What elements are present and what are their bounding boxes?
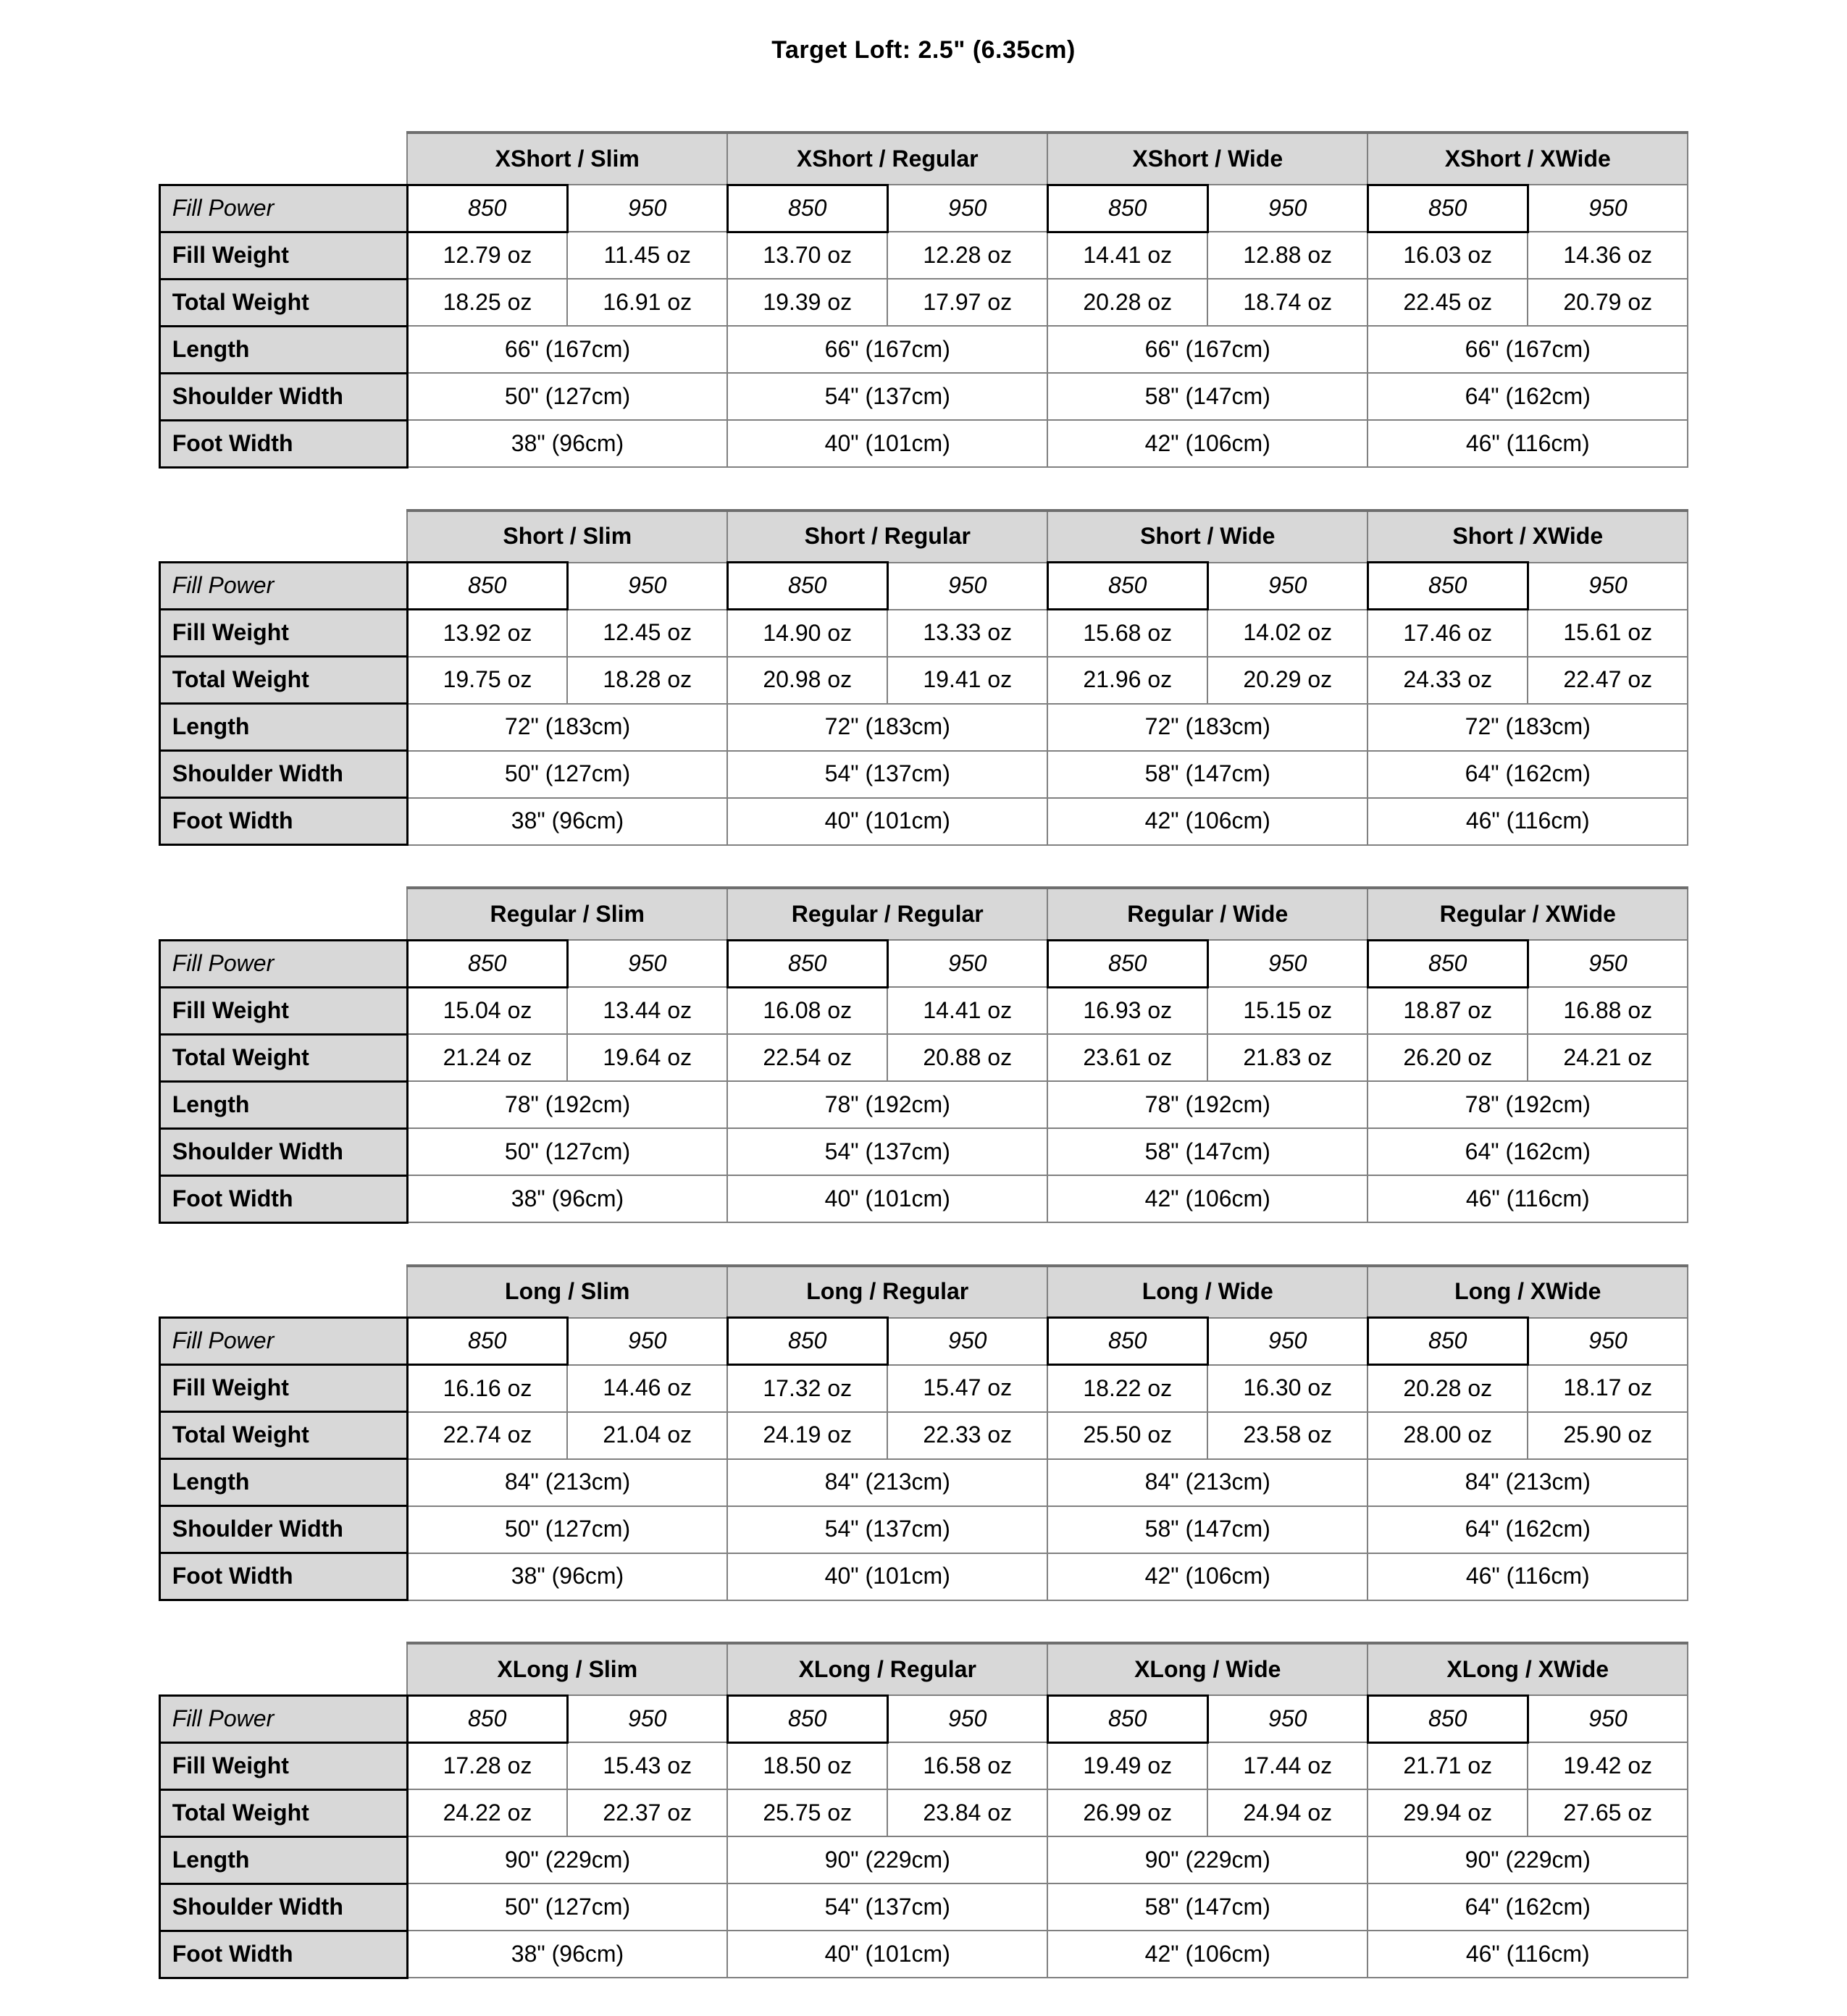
cell-foot-width: 40" (101cm) (727, 420, 1047, 467)
cell-fill-power: 950 (567, 940, 727, 987)
cell-shoulder-width: 54" (137cm) (727, 1883, 1047, 1931)
row-label-shoulder-width: Shoulder Width (159, 1506, 407, 1553)
cell-fill-weight: 15.68 oz (1047, 610, 1207, 657)
cell-length: 66" (167cm) (1368, 326, 1688, 373)
cell-length: 72" (183cm) (727, 704, 1047, 751)
cell-fill-power: 950 (567, 563, 727, 610)
cell-total-weight: 21.24 oz (407, 1034, 567, 1081)
cell-fill-weight: 17.32 oz (727, 1365, 887, 1412)
cell-fill-power: 850 (1368, 1318, 1528, 1365)
cell-foot-width: 42" (106cm) (1047, 420, 1368, 467)
cell-length: 78" (192cm) (407, 1081, 727, 1128)
cell-length: 78" (192cm) (727, 1081, 1047, 1128)
cell-fill-power: 950 (1528, 1695, 1688, 1742)
column-header-long-regular: Long / Regular (727, 1266, 1047, 1318)
row-fill-power (159, 185, 1688, 232)
header-row (159, 511, 1688, 563)
cell-fill-weight: 16.08 oz (727, 987, 887, 1034)
row-fill-power (159, 1318, 1688, 1365)
cell-total-weight: 18.25 oz (407, 279, 567, 326)
row-foot-width (159, 798, 1688, 845)
column-header-xshort-regular: XShort / Regular (727, 133, 1047, 185)
cell-fill-weight: 21.71 oz (1368, 1742, 1528, 1789)
size-tables-container (0, 131, 1847, 1979)
cell-shoulder-width: 50" (127cm) (407, 751, 727, 798)
column-header-short-xwide: Short / XWide (1368, 511, 1688, 563)
cell-fill-power: 950 (1207, 1695, 1368, 1742)
cell-total-weight: 24.21 oz (1528, 1034, 1688, 1081)
cell-length: 72" (183cm) (407, 704, 727, 751)
cell-total-weight: 17.97 oz (887, 279, 1047, 326)
header-row (159, 1643, 1688, 1695)
row-fill-weight (159, 1742, 1688, 1789)
column-header-long-wide: Long / Wide (1047, 1266, 1368, 1318)
row-total-weight (159, 1034, 1688, 1081)
cell-fill-weight: 18.50 oz (727, 1742, 887, 1789)
size-table-short (159, 509, 1689, 847)
cell-total-weight: 22.37 oz (567, 1789, 727, 1836)
cell-shoulder-width: 64" (162cm) (1368, 751, 1688, 798)
cell-fill-weight: 13.44 oz (567, 987, 727, 1034)
cell-total-weight: 20.29 oz (1207, 657, 1368, 704)
cell-total-weight: 24.94 oz (1207, 1789, 1368, 1836)
header-row (159, 133, 1688, 185)
cell-length: 72" (183cm) (1047, 704, 1368, 751)
cell-fill-power: 850 (407, 940, 567, 987)
row-total-weight (159, 279, 1688, 326)
row-label-fill-weight: Fill Weight (159, 987, 407, 1034)
cell-foot-width: 46" (116cm) (1368, 1175, 1688, 1222)
corner-cell (159, 1266, 407, 1318)
cell-fill-weight: 12.28 oz (887, 232, 1047, 279)
cell-foot-width: 40" (101cm) (727, 1175, 1047, 1222)
row-label-shoulder-width: Shoulder Width (159, 1883, 407, 1931)
row-label-length: Length (159, 1836, 407, 1883)
cell-fill-power: 850 (1368, 185, 1528, 232)
cell-fill-weight: 15.47 oz (887, 1365, 1047, 1412)
cell-total-weight: 25.90 oz (1528, 1412, 1688, 1459)
column-header-xshort-xwide: XShort / XWide (1368, 133, 1688, 185)
column-header-xshort-slim: XShort / Slim (407, 133, 727, 185)
cell-total-weight: 24.22 oz (407, 1789, 567, 1836)
row-shoulder-width (159, 1883, 1688, 1931)
row-foot-width (159, 1931, 1688, 1978)
cell-fill-power: 850 (1047, 1695, 1207, 1742)
cell-shoulder-width: 58" (147cm) (1047, 1506, 1368, 1553)
row-fill-weight (159, 610, 1688, 657)
cell-total-weight: 19.75 oz (407, 657, 567, 704)
cell-fill-power: 850 (1368, 940, 1528, 987)
cell-fill-power: 850 (727, 185, 887, 232)
row-label-total-weight: Total Weight (159, 279, 407, 326)
corner-cell (159, 888, 407, 940)
cell-fill-weight: 15.43 oz (567, 1742, 727, 1789)
cell-foot-width: 38" (96cm) (407, 1931, 727, 1978)
row-foot-width (159, 420, 1688, 467)
cell-length: 84" (213cm) (1047, 1459, 1368, 1506)
row-label-length: Length (159, 1459, 407, 1506)
cell-fill-weight: 16.03 oz (1368, 232, 1528, 279)
cell-fill-weight: 17.44 oz (1207, 1742, 1368, 1789)
row-shoulder-width (159, 1506, 1688, 1553)
cell-total-weight: 19.39 oz (727, 279, 887, 326)
cell-total-weight: 18.28 oz (567, 657, 727, 704)
column-header-short-slim: Short / Slim (407, 511, 727, 563)
cell-fill-power: 950 (567, 185, 727, 232)
cell-fill-power: 850 (1047, 185, 1207, 232)
corner-cell (159, 1643, 407, 1695)
row-length (159, 1459, 1688, 1506)
cell-fill-power: 850 (407, 563, 567, 610)
cell-shoulder-width: 58" (147cm) (1047, 373, 1368, 420)
cell-fill-power: 950 (1528, 185, 1688, 232)
column-header-long-xwide: Long / XWide (1368, 1266, 1688, 1318)
cell-fill-weight: 19.49 oz (1047, 1742, 1207, 1789)
row-shoulder-width (159, 373, 1688, 420)
cell-fill-weight: 14.41 oz (1047, 232, 1207, 279)
cell-total-weight: 25.50 oz (1047, 1412, 1207, 1459)
cell-fill-power: 950 (887, 1318, 1047, 1365)
cell-shoulder-width: 58" (147cm) (1047, 1883, 1368, 1931)
cell-foot-width: 42" (106cm) (1047, 1175, 1368, 1222)
cell-total-weight: 20.98 oz (727, 657, 887, 704)
cell-fill-weight: 14.02 oz (1207, 610, 1368, 657)
cell-foot-width: 38" (96cm) (407, 798, 727, 845)
cell-fill-power: 850 (1047, 1318, 1207, 1365)
row-length (159, 1836, 1688, 1883)
row-label-length: Length (159, 326, 407, 373)
cell-fill-power: 850 (727, 563, 887, 610)
row-length (159, 326, 1688, 373)
column-header-xlong-wide: XLong / Wide (1047, 1643, 1368, 1695)
cell-total-weight: 20.88 oz (887, 1034, 1047, 1081)
cell-shoulder-width: 64" (162cm) (1368, 1883, 1688, 1931)
cell-fill-power: 850 (1368, 563, 1528, 610)
cell-fill-weight: 18.87 oz (1368, 987, 1528, 1034)
row-fill-power (159, 1695, 1688, 1742)
cell-fill-weight: 16.93 oz (1047, 987, 1207, 1034)
cell-foot-width: 40" (101cm) (727, 798, 1047, 845)
row-label-foot-width: Foot Width (159, 1175, 407, 1222)
cell-fill-power: 950 (567, 1695, 727, 1742)
cell-fill-power: 850 (407, 1695, 567, 1742)
cell-fill-power: 950 (1528, 940, 1688, 987)
cell-fill-weight: 12.45 oz (567, 610, 727, 657)
cell-shoulder-width: 54" (137cm) (727, 373, 1047, 420)
cell-fill-weight: 13.70 oz (727, 232, 887, 279)
row-length (159, 1081, 1688, 1128)
cell-total-weight: 26.20 oz (1368, 1034, 1528, 1081)
row-foot-width (159, 1175, 1688, 1222)
row-label-length: Length (159, 1081, 407, 1128)
cell-fill-power: 850 (407, 1318, 567, 1365)
cell-fill-weight: 13.33 oz (887, 610, 1047, 657)
cell-fill-power: 950 (1207, 940, 1368, 987)
row-fill-power (159, 940, 1688, 987)
cell-total-weight: 28.00 oz (1368, 1412, 1528, 1459)
cell-fill-power: 950 (1207, 185, 1368, 232)
cell-fill-weight: 16.88 oz (1528, 987, 1688, 1034)
row-fill-weight (159, 232, 1688, 279)
row-label-shoulder-width: Shoulder Width (159, 373, 407, 420)
row-label-fill-weight: Fill Weight (159, 1742, 407, 1789)
row-total-weight (159, 657, 1688, 704)
cell-foot-width: 38" (96cm) (407, 1553, 727, 1600)
cell-length: 78" (192cm) (1047, 1081, 1368, 1128)
cell-total-weight: 22.74 oz (407, 1412, 567, 1459)
cell-fill-power: 850 (727, 1695, 887, 1742)
cell-total-weight: 24.19 oz (727, 1412, 887, 1459)
cell-length: 90" (229cm) (727, 1836, 1047, 1883)
cell-fill-weight: 17.28 oz (407, 1742, 567, 1789)
cell-total-weight: 23.84 oz (887, 1789, 1047, 1836)
cell-fill-weight: 15.15 oz (1207, 987, 1368, 1034)
cell-length: 90" (229cm) (1047, 1836, 1368, 1883)
cell-fill-power: 950 (887, 185, 1047, 232)
header-row (159, 1266, 1688, 1318)
page-title: Target Loft: 2.5" (6.35cm) (771, 36, 1076, 64)
cell-fill-power: 850 (1047, 940, 1207, 987)
cell-shoulder-width: 54" (137cm) (727, 1506, 1047, 1553)
cell-fill-weight: 14.36 oz (1528, 232, 1688, 279)
cell-foot-width: 42" (106cm) (1047, 798, 1368, 845)
cell-fill-power: 850 (727, 940, 887, 987)
cell-fill-power: 850 (1368, 1695, 1528, 1742)
cell-fill-power: 950 (887, 940, 1047, 987)
cell-foot-width: 42" (106cm) (1047, 1931, 1368, 1978)
row-fill-power (159, 563, 1688, 610)
cell-fill-weight: 11.45 oz (567, 232, 727, 279)
cell-total-weight: 29.94 oz (1368, 1789, 1528, 1836)
row-foot-width (159, 1553, 1688, 1600)
cell-shoulder-width: 58" (147cm) (1047, 1128, 1368, 1175)
row-label-shoulder-width: Shoulder Width (159, 1128, 407, 1175)
cell-total-weight: 24.33 oz (1368, 657, 1528, 704)
cell-foot-width: 46" (116cm) (1368, 1931, 1688, 1978)
row-shoulder-width (159, 751, 1688, 798)
row-label-fill-power: Fill Power (159, 1318, 407, 1365)
row-total-weight (159, 1789, 1688, 1836)
row-label-total-weight: Total Weight (159, 657, 407, 704)
cell-fill-power: 950 (887, 1695, 1047, 1742)
cell-total-weight: 20.79 oz (1528, 279, 1688, 326)
cell-fill-power: 950 (1207, 1318, 1368, 1365)
cell-total-weight: 22.33 oz (887, 1412, 1047, 1459)
cell-fill-weight: 15.61 oz (1528, 610, 1688, 657)
column-header-short-regular: Short / Regular (727, 511, 1047, 563)
row-label-foot-width: Foot Width (159, 798, 407, 845)
cell-total-weight: 16.91 oz (567, 279, 727, 326)
cell-foot-width: 38" (96cm) (407, 1175, 727, 1222)
cell-length: 66" (167cm) (1047, 326, 1368, 373)
cell-total-weight: 27.65 oz (1528, 1789, 1688, 1836)
cell-fill-weight: 13.92 oz (407, 610, 567, 657)
cell-fill-weight: 20.28 oz (1368, 1365, 1528, 1412)
column-header-regular-xwide: Regular / XWide (1368, 888, 1688, 940)
row-label-length: Length (159, 704, 407, 751)
size-table-xshort (159, 131, 1689, 469)
cell-shoulder-width: 64" (162cm) (1368, 1506, 1688, 1553)
cell-fill-weight: 14.41 oz (887, 987, 1047, 1034)
row-label-fill-weight: Fill Weight (159, 1365, 407, 1412)
row-label-total-weight: Total Weight (159, 1034, 407, 1081)
row-label-total-weight: Total Weight (159, 1412, 407, 1459)
cell-fill-power: 950 (1528, 563, 1688, 610)
cell-foot-width: 38" (96cm) (407, 420, 727, 467)
corner-cell (159, 133, 407, 185)
row-fill-weight (159, 1365, 1688, 1412)
column-header-xlong-slim: XLong / Slim (407, 1643, 727, 1695)
cell-fill-weight: 19.42 oz (1528, 1742, 1688, 1789)
cell-fill-power: 850 (727, 1318, 887, 1365)
cell-fill-weight: 16.58 oz (887, 1742, 1047, 1789)
cell-fill-power: 850 (407, 185, 567, 232)
cell-length: 84" (213cm) (1368, 1459, 1688, 1506)
cell-total-weight: 23.58 oz (1207, 1412, 1368, 1459)
cell-fill-weight: 14.90 oz (727, 610, 887, 657)
row-label-fill-power: Fill Power (159, 185, 407, 232)
cell-length: 90" (229cm) (1368, 1836, 1688, 1883)
cell-foot-width: 46" (116cm) (1368, 1553, 1688, 1600)
cell-total-weight: 22.45 oz (1368, 279, 1528, 326)
cell-total-weight: 22.47 oz (1528, 657, 1688, 704)
cell-fill-weight: 16.30 oz (1207, 1365, 1368, 1412)
cell-fill-weight: 14.46 oz (567, 1365, 727, 1412)
cell-length: 84" (213cm) (727, 1459, 1047, 1506)
row-label-fill-weight: Fill Weight (159, 232, 407, 279)
cell-fill-weight: 18.17 oz (1528, 1365, 1688, 1412)
cell-total-weight: 21.96 oz (1047, 657, 1207, 704)
size-table-regular (159, 886, 1689, 1224)
cell-total-weight: 25.75 oz (727, 1789, 887, 1836)
row-label-fill-power: Fill Power (159, 940, 407, 987)
corner-cell (159, 511, 407, 563)
column-header-regular-slim: Regular / Slim (407, 888, 727, 940)
row-fill-weight (159, 987, 1688, 1034)
size-table-xlong (159, 1642, 1689, 1979)
cell-fill-power: 950 (887, 563, 1047, 610)
cell-total-weight: 18.74 oz (1207, 279, 1368, 326)
cell-length: 66" (167cm) (727, 326, 1047, 373)
cell-total-weight: 20.28 oz (1047, 279, 1207, 326)
cell-fill-power: 950 (1528, 1318, 1688, 1365)
row-length (159, 704, 1688, 751)
cell-fill-weight: 17.46 oz (1368, 610, 1528, 657)
row-label-fill-power: Fill Power (159, 563, 407, 610)
row-label-fill-weight: Fill Weight (159, 610, 407, 657)
column-header-xlong-regular: XLong / Regular (727, 1643, 1047, 1695)
cell-shoulder-width: 50" (127cm) (407, 1506, 727, 1553)
cell-fill-weight: 12.88 oz (1207, 232, 1368, 279)
cell-total-weight: 22.54 oz (727, 1034, 887, 1081)
cell-fill-power: 950 (567, 1318, 727, 1365)
cell-total-weight: 21.83 oz (1207, 1034, 1368, 1081)
cell-shoulder-width: 50" (127cm) (407, 1128, 727, 1175)
cell-shoulder-width: 50" (127cm) (407, 373, 727, 420)
column-header-regular-wide: Regular / Wide (1047, 888, 1368, 940)
row-label-foot-width: Foot Width (159, 420, 407, 467)
cell-shoulder-width: 58" (147cm) (1047, 751, 1368, 798)
column-header-xlong-xwide: XLong / XWide (1368, 1643, 1688, 1695)
row-label-foot-width: Foot Width (159, 1553, 407, 1600)
row-label-fill-power: Fill Power (159, 1695, 407, 1742)
cell-shoulder-width: 64" (162cm) (1368, 373, 1688, 420)
cell-total-weight: 23.61 oz (1047, 1034, 1207, 1081)
cell-length: 72" (183cm) (1368, 704, 1688, 751)
column-header-long-slim: Long / Slim (407, 1266, 727, 1318)
cell-shoulder-width: 64" (162cm) (1368, 1128, 1688, 1175)
column-header-xshort-wide: XShort / Wide (1047, 133, 1368, 185)
row-label-total-weight: Total Weight (159, 1789, 407, 1836)
cell-fill-weight: 18.22 oz (1047, 1365, 1207, 1412)
cell-shoulder-width: 54" (137cm) (727, 1128, 1047, 1175)
cell-fill-power: 850 (1047, 563, 1207, 610)
cell-length: 90" (229cm) (407, 1836, 727, 1883)
size-table-long (159, 1264, 1689, 1602)
cell-total-weight: 21.04 oz (567, 1412, 727, 1459)
cell-shoulder-width: 54" (137cm) (727, 751, 1047, 798)
column-header-regular-regular: Regular / Regular (727, 888, 1047, 940)
cell-fill-power: 950 (1207, 563, 1368, 610)
cell-foot-width: 46" (116cm) (1368, 420, 1688, 467)
cell-shoulder-width: 50" (127cm) (407, 1883, 727, 1931)
row-shoulder-width (159, 1128, 1688, 1175)
cell-length: 84" (213cm) (407, 1459, 727, 1506)
cell-foot-width: 40" (101cm) (727, 1553, 1047, 1600)
cell-foot-width: 42" (106cm) (1047, 1553, 1368, 1600)
cell-foot-width: 40" (101cm) (727, 1931, 1047, 1978)
cell-length: 78" (192cm) (1368, 1081, 1688, 1128)
cell-fill-weight: 16.16 oz (407, 1365, 567, 1412)
cell-length: 66" (167cm) (407, 326, 727, 373)
cell-total-weight: 26.99 oz (1047, 1789, 1207, 1836)
cell-fill-weight: 15.04 oz (407, 987, 567, 1034)
cell-total-weight: 19.64 oz (567, 1034, 727, 1081)
header-row (159, 888, 1688, 940)
column-header-short-wide: Short / Wide (1047, 511, 1368, 563)
row-label-foot-width: Foot Width (159, 1931, 407, 1978)
cell-total-weight: 19.41 oz (887, 657, 1047, 704)
row-label-shoulder-width: Shoulder Width (159, 751, 407, 798)
cell-foot-width: 46" (116cm) (1368, 798, 1688, 845)
row-total-weight (159, 1412, 1688, 1459)
cell-fill-weight: 12.79 oz (407, 232, 567, 279)
